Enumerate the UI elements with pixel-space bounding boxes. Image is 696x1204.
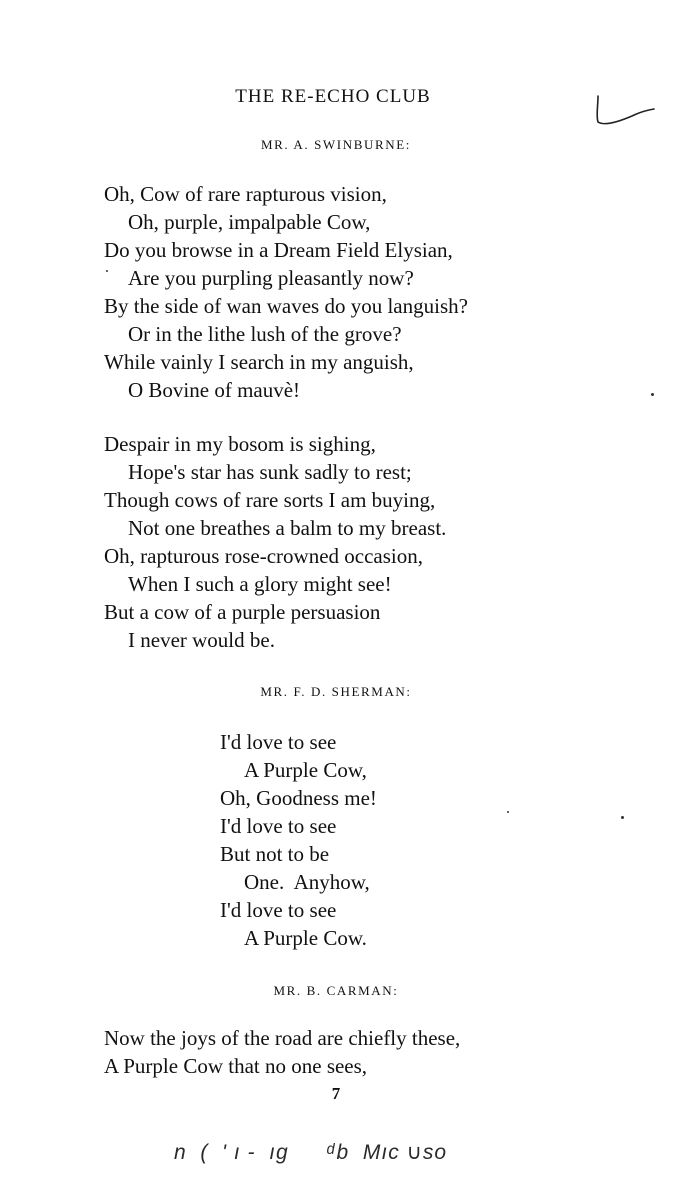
verse-line: One. Anyhow, [244,870,370,894]
verse-line: Not one breathes a balm to my breast. [128,516,447,540]
verse-line: A Purple Cow that no one sees, [104,1054,368,1078]
verse-line: Oh, Goodness me! [220,786,377,810]
scan-speck [106,270,108,272]
verse-line: Do you browse in a Dream Field Elysian, [104,238,453,262]
verse-line: Or in the lithe lush of the grove? [128,322,402,346]
verse-line: By the side of wan waves do you languish? [104,294,468,318]
verse-line: A Purple Cow, [244,758,367,782]
scan-speck [651,393,654,396]
speaker-heading: MR. F. D. SHERMAN: [260,684,412,699]
scan-speck [621,816,624,819]
pencil-mark-icon [592,92,656,132]
verse-line: Oh, rapturous rose-crowned occasion, [104,544,423,568]
running-head: THE RE-ECHO CLUB [235,86,431,107]
scan-speck [507,811,509,813]
verse-line: I'd love to see [220,898,337,922]
verse-line: Are you purpling pleasantly now? [128,266,414,290]
verse-line: I'd love to see [220,730,337,754]
verse-line: I never would be. [128,628,275,652]
digitization-watermark: n ( ' ı - ıg ͩ b Mıc ∪so [174,1141,448,1164]
speaker-heading: MR. B. CARMAN: [273,983,399,998]
verse-line: A Purple Cow. [244,926,367,950]
verse-line: Though cows of rare sorts I am buying, [104,488,436,512]
stanza [220,728,377,952]
verse-line: Despair in my bosom is sighing, [104,432,376,456]
verse-line: Now the joys of the road are chiefly these, [104,1026,461,1050]
speaker-heading: MR. A. SWINBURNE: [261,137,411,152]
verse-line: I'd love to see [220,814,337,838]
page-number: 7 [331,1084,341,1103]
verse-line: While vainly I search in my anguish, [104,350,414,374]
verse-line: But not to be [220,842,330,866]
verse-line: Oh, purple, impalpable Cow, [128,210,371,234]
verse-line: Oh, Cow of rare rapturous vision, [104,182,387,206]
stanza [104,430,446,654]
verse-line: Hope's star has sunk sadly to rest; [128,460,412,484]
stanza [104,1024,460,1080]
verse-line: O Bovine of mauvè! [128,378,301,402]
stanza [104,180,468,404]
verse-line: But a cow of a purple persuasion [104,600,381,624]
verse-line: When I such a glory might see! [128,572,392,596]
